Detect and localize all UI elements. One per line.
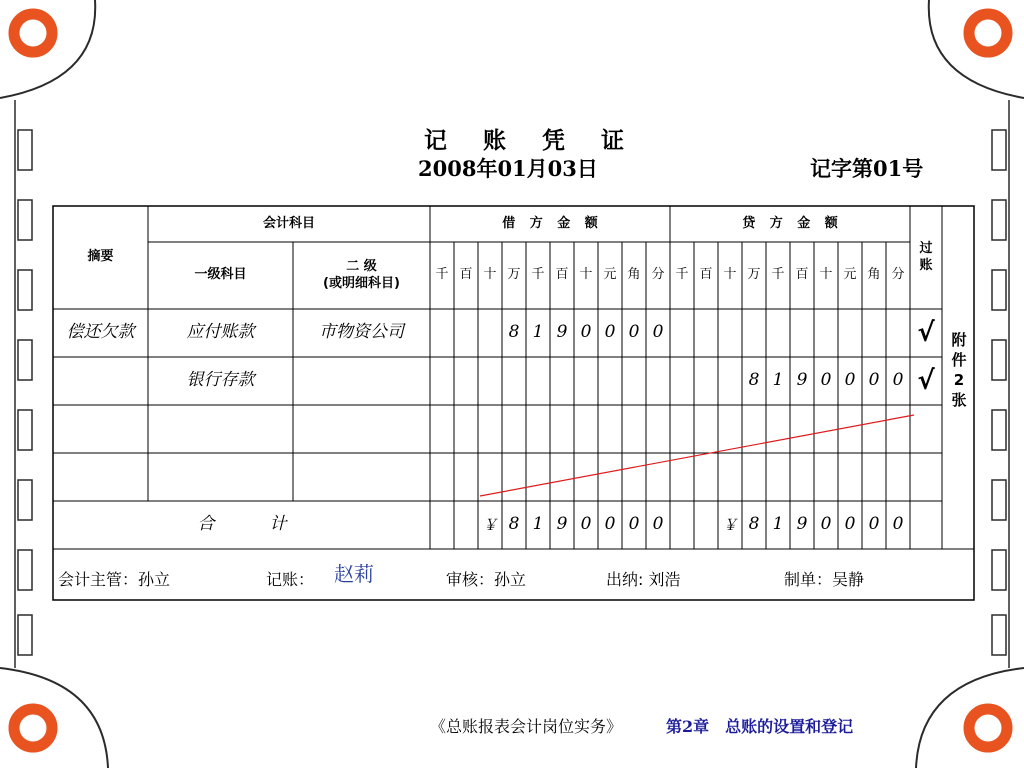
voucher-date: 2008年01月03日 (418, 156, 598, 181)
debit-digit-cell (430, 405, 454, 453)
debit-digit-cell: 0 (628, 322, 640, 343)
debit-digit-cell (646, 405, 670, 453)
summary-header: 摘要 (87, 249, 114, 265)
row-level2-account: 市物资公司 (319, 322, 404, 343)
debit-unit-header: 万 (507, 267, 521, 283)
posted-check-mark (910, 405, 942, 453)
debit-unit-header: 千 (435, 267, 449, 283)
total-credit-digit (670, 501, 694, 549)
credit-digit-cell (718, 453, 742, 501)
voucher-number: 记字第01号 (810, 156, 924, 181)
voucher-title: 记 账 凭 证 (424, 127, 639, 154)
total-credit-digit: 0 (844, 514, 856, 535)
debit-digit-cell (646, 453, 670, 501)
total-credit-digit (694, 501, 718, 549)
account-subject-header: 会计科目 (262, 215, 315, 231)
credit-digit-cell (790, 309, 814, 357)
cashier-field: 出纳: 刘浩 (606, 569, 681, 589)
total-credit-digit: 0 (868, 514, 880, 535)
credit-digit-cell (766, 309, 790, 357)
debit-digit-cell (502, 357, 526, 405)
credit-digit-cell (886, 309, 910, 357)
total-credit-digit: 0 (820, 514, 832, 535)
row-level2-account (293, 357, 430, 405)
debit-digit-cell (430, 357, 454, 405)
posted-check-mark: √ (917, 317, 935, 348)
debit-unit-header: 千 (531, 267, 545, 283)
credit-digit-cell (838, 309, 862, 357)
credit-digit-cell (694, 309, 718, 357)
debit-digit-cell: 0 (652, 322, 664, 343)
debit-digit-cell: 0 (580, 322, 592, 343)
row-level1-account (148, 405, 293, 453)
total-debit-digit: 0 (628, 514, 640, 535)
total-debit-digit: 1 (532, 514, 544, 535)
debit-digit-cell: 9 (556, 322, 568, 343)
debit-digit-cell (574, 357, 598, 405)
credit-unit-header: 万 (747, 267, 761, 283)
debit-unit-header: 百 (459, 267, 473, 283)
credit-digit-cell (814, 453, 838, 501)
row-level1-account: 应付账款 (186, 322, 255, 343)
row-level2-account (293, 453, 430, 501)
posted-check-mark: √ (917, 365, 935, 396)
total-debit-digit: ￥ (482, 515, 498, 534)
credit-unit-header: 百 (699, 267, 713, 283)
credit-digit-cell (862, 309, 886, 357)
debit-digit-cell (478, 405, 502, 453)
total-debit-digit (454, 501, 478, 549)
row-level1-account (148, 453, 293, 501)
total-credit-digit: 9 (796, 514, 808, 535)
debit-digit-cell (454, 453, 478, 501)
debit-digit-cell (430, 309, 454, 357)
debit-digit-cell (454, 309, 478, 357)
bookkeeper-signature: 赵莉 (334, 562, 374, 586)
credit-digit-cell: 0 (892, 370, 904, 391)
credit-unit-header: 百 (795, 267, 809, 283)
posted-header (910, 206, 942, 309)
level2-header-line1: 二 级 (346, 259, 377, 275)
credit-digit-cell (862, 453, 886, 501)
debit-digit-cell: 8 (508, 322, 520, 343)
credit-digit-cell (886, 405, 910, 453)
credit-unit-header: 十 (819, 267, 833, 283)
total-debit-digit: 9 (556, 514, 568, 535)
total-credit-digit: ￥ (722, 515, 738, 534)
auditor-field: 审核：孙立 (446, 569, 527, 589)
debit-digit-cell (526, 453, 550, 501)
debit-digit-cell (574, 405, 598, 453)
debit-digit-cell (526, 405, 550, 453)
credit-digit-cell (670, 309, 694, 357)
credit-digit-cell (766, 405, 790, 453)
debit-digit-cell (598, 405, 622, 453)
attachment-char-2: 件 (951, 351, 967, 369)
posted-check-mark (910, 453, 942, 501)
debit-digit-cell (622, 357, 646, 405)
debit-unit-header: 分 (651, 267, 665, 283)
debit-digit-cell (526, 357, 550, 405)
total-label-left: 合 (197, 514, 215, 535)
debit-amount-header: 借 方 金 额 (502, 215, 598, 231)
credit-digit-cell (694, 405, 718, 453)
debit-unit-header: 百 (555, 267, 569, 283)
credit-digit-cell: 8 (748, 370, 760, 391)
credit-digit-cell (838, 453, 862, 501)
debit-digit-cell (478, 357, 502, 405)
attachment-char-3: 2 (953, 371, 965, 389)
debit-digit-cell: 1 (532, 322, 544, 343)
credit-digit-cell (670, 405, 694, 453)
credit-digit-cell (814, 309, 838, 357)
credit-digit-cell (718, 357, 742, 405)
credit-unit-header: 分 (891, 267, 905, 283)
credit-digit-cell: 0 (844, 370, 856, 391)
credit-digit-cell (886, 453, 910, 501)
credit-digit-cell: 0 (868, 370, 880, 391)
preparer-field: 制单：吴静 (784, 569, 865, 589)
credit-unit-header: 十 (723, 267, 737, 283)
attachment-char-1: 附 (951, 331, 967, 349)
credit-digit-cell (742, 309, 766, 357)
debit-digit-cell (454, 357, 478, 405)
debit-unit-header: 十 (483, 267, 497, 283)
debit-unit-header: 元 (603, 267, 617, 283)
credit-digit-cell (670, 357, 694, 405)
level2-header (293, 242, 430, 309)
credit-amount-header: 贷 方 金 额 (742, 215, 838, 231)
debit-digit-cell (622, 453, 646, 501)
total-debit-digit: 0 (580, 514, 592, 535)
debit-digit-cell (622, 405, 646, 453)
credit-digit-cell (790, 453, 814, 501)
credit-digit-cell (790, 405, 814, 453)
attachment-char-4: 张 (951, 391, 967, 409)
total-debit-digit: 0 (604, 514, 616, 535)
debit-digit-cell (646, 357, 670, 405)
debit-digit-cell (478, 309, 502, 357)
debit-digit-cell (502, 453, 526, 501)
debit-digit-cell (598, 453, 622, 501)
credit-digit-cell (742, 405, 766, 453)
total-debit-digit (430, 501, 454, 549)
credit-digit-cell (742, 453, 766, 501)
debit-digit-cell (574, 453, 598, 501)
debit-digit-cell (454, 405, 478, 453)
credit-digit-cell (766, 453, 790, 501)
total-debit-digit: 0 (652, 514, 664, 535)
credit-unit-header: 千 (675, 267, 689, 283)
credit-digit-cell: 9 (796, 370, 808, 391)
credit-digit-cell (862, 405, 886, 453)
posted-header-text: 过账 (919, 241, 933, 273)
debit-digit-cell (430, 453, 454, 501)
credit-digit-cell (718, 309, 742, 357)
credit-digit-cell (694, 453, 718, 501)
row-summary (53, 357, 148, 405)
credit-digit-cell (718, 405, 742, 453)
debit-digit-cell: 0 (604, 322, 616, 343)
credit-digit-cell: 0 (820, 370, 832, 391)
level1-header: 一级科目 (194, 267, 247, 283)
row-summary: 偿还欠款 (66, 322, 135, 343)
credit-digit-cell (694, 357, 718, 405)
credit-digit-cell (670, 453, 694, 501)
row-summary (53, 453, 148, 501)
debit-digit-cell (598, 357, 622, 405)
credit-unit-header: 千 (771, 267, 785, 283)
total-label-right: 计 (269, 514, 287, 535)
credit-unit-header: 元 (843, 267, 857, 283)
row-summary (53, 405, 148, 453)
debit-unit-header: 十 (579, 267, 593, 283)
debit-digit-cell (550, 357, 574, 405)
attachment-count (944, 330, 974, 410)
level2-header-line2: (或明细科目) (323, 275, 400, 291)
credit-digit-cell: 1 (772, 370, 784, 391)
caption-chapter: 第2章 总账的设置和登记 (666, 717, 854, 736)
row-level2-account (293, 405, 430, 453)
debit-unit-header: 角 (627, 267, 641, 283)
credit-digit-cell (814, 405, 838, 453)
total-debit-digit: 8 (508, 514, 520, 535)
credit-digit-cell (838, 405, 862, 453)
debit-digit-cell (550, 453, 574, 501)
row-level1-account: 银行存款 (186, 370, 255, 391)
total-credit-digit: 1 (772, 514, 784, 535)
total-credit-digit: 8 (748, 514, 760, 535)
debit-digit-cell (478, 453, 502, 501)
supervisor-field: 会计主管：孙立 (58, 569, 171, 589)
credit-unit-header: 角 (867, 267, 881, 283)
debit-digit-cell (502, 405, 526, 453)
debit-digit-cell (550, 405, 574, 453)
bookkeeper-label: 记账： (266, 569, 315, 589)
caption-book-title: 《总账报表会计岗位实务》 (430, 717, 623, 736)
total-credit-digit: 0 (892, 514, 904, 535)
